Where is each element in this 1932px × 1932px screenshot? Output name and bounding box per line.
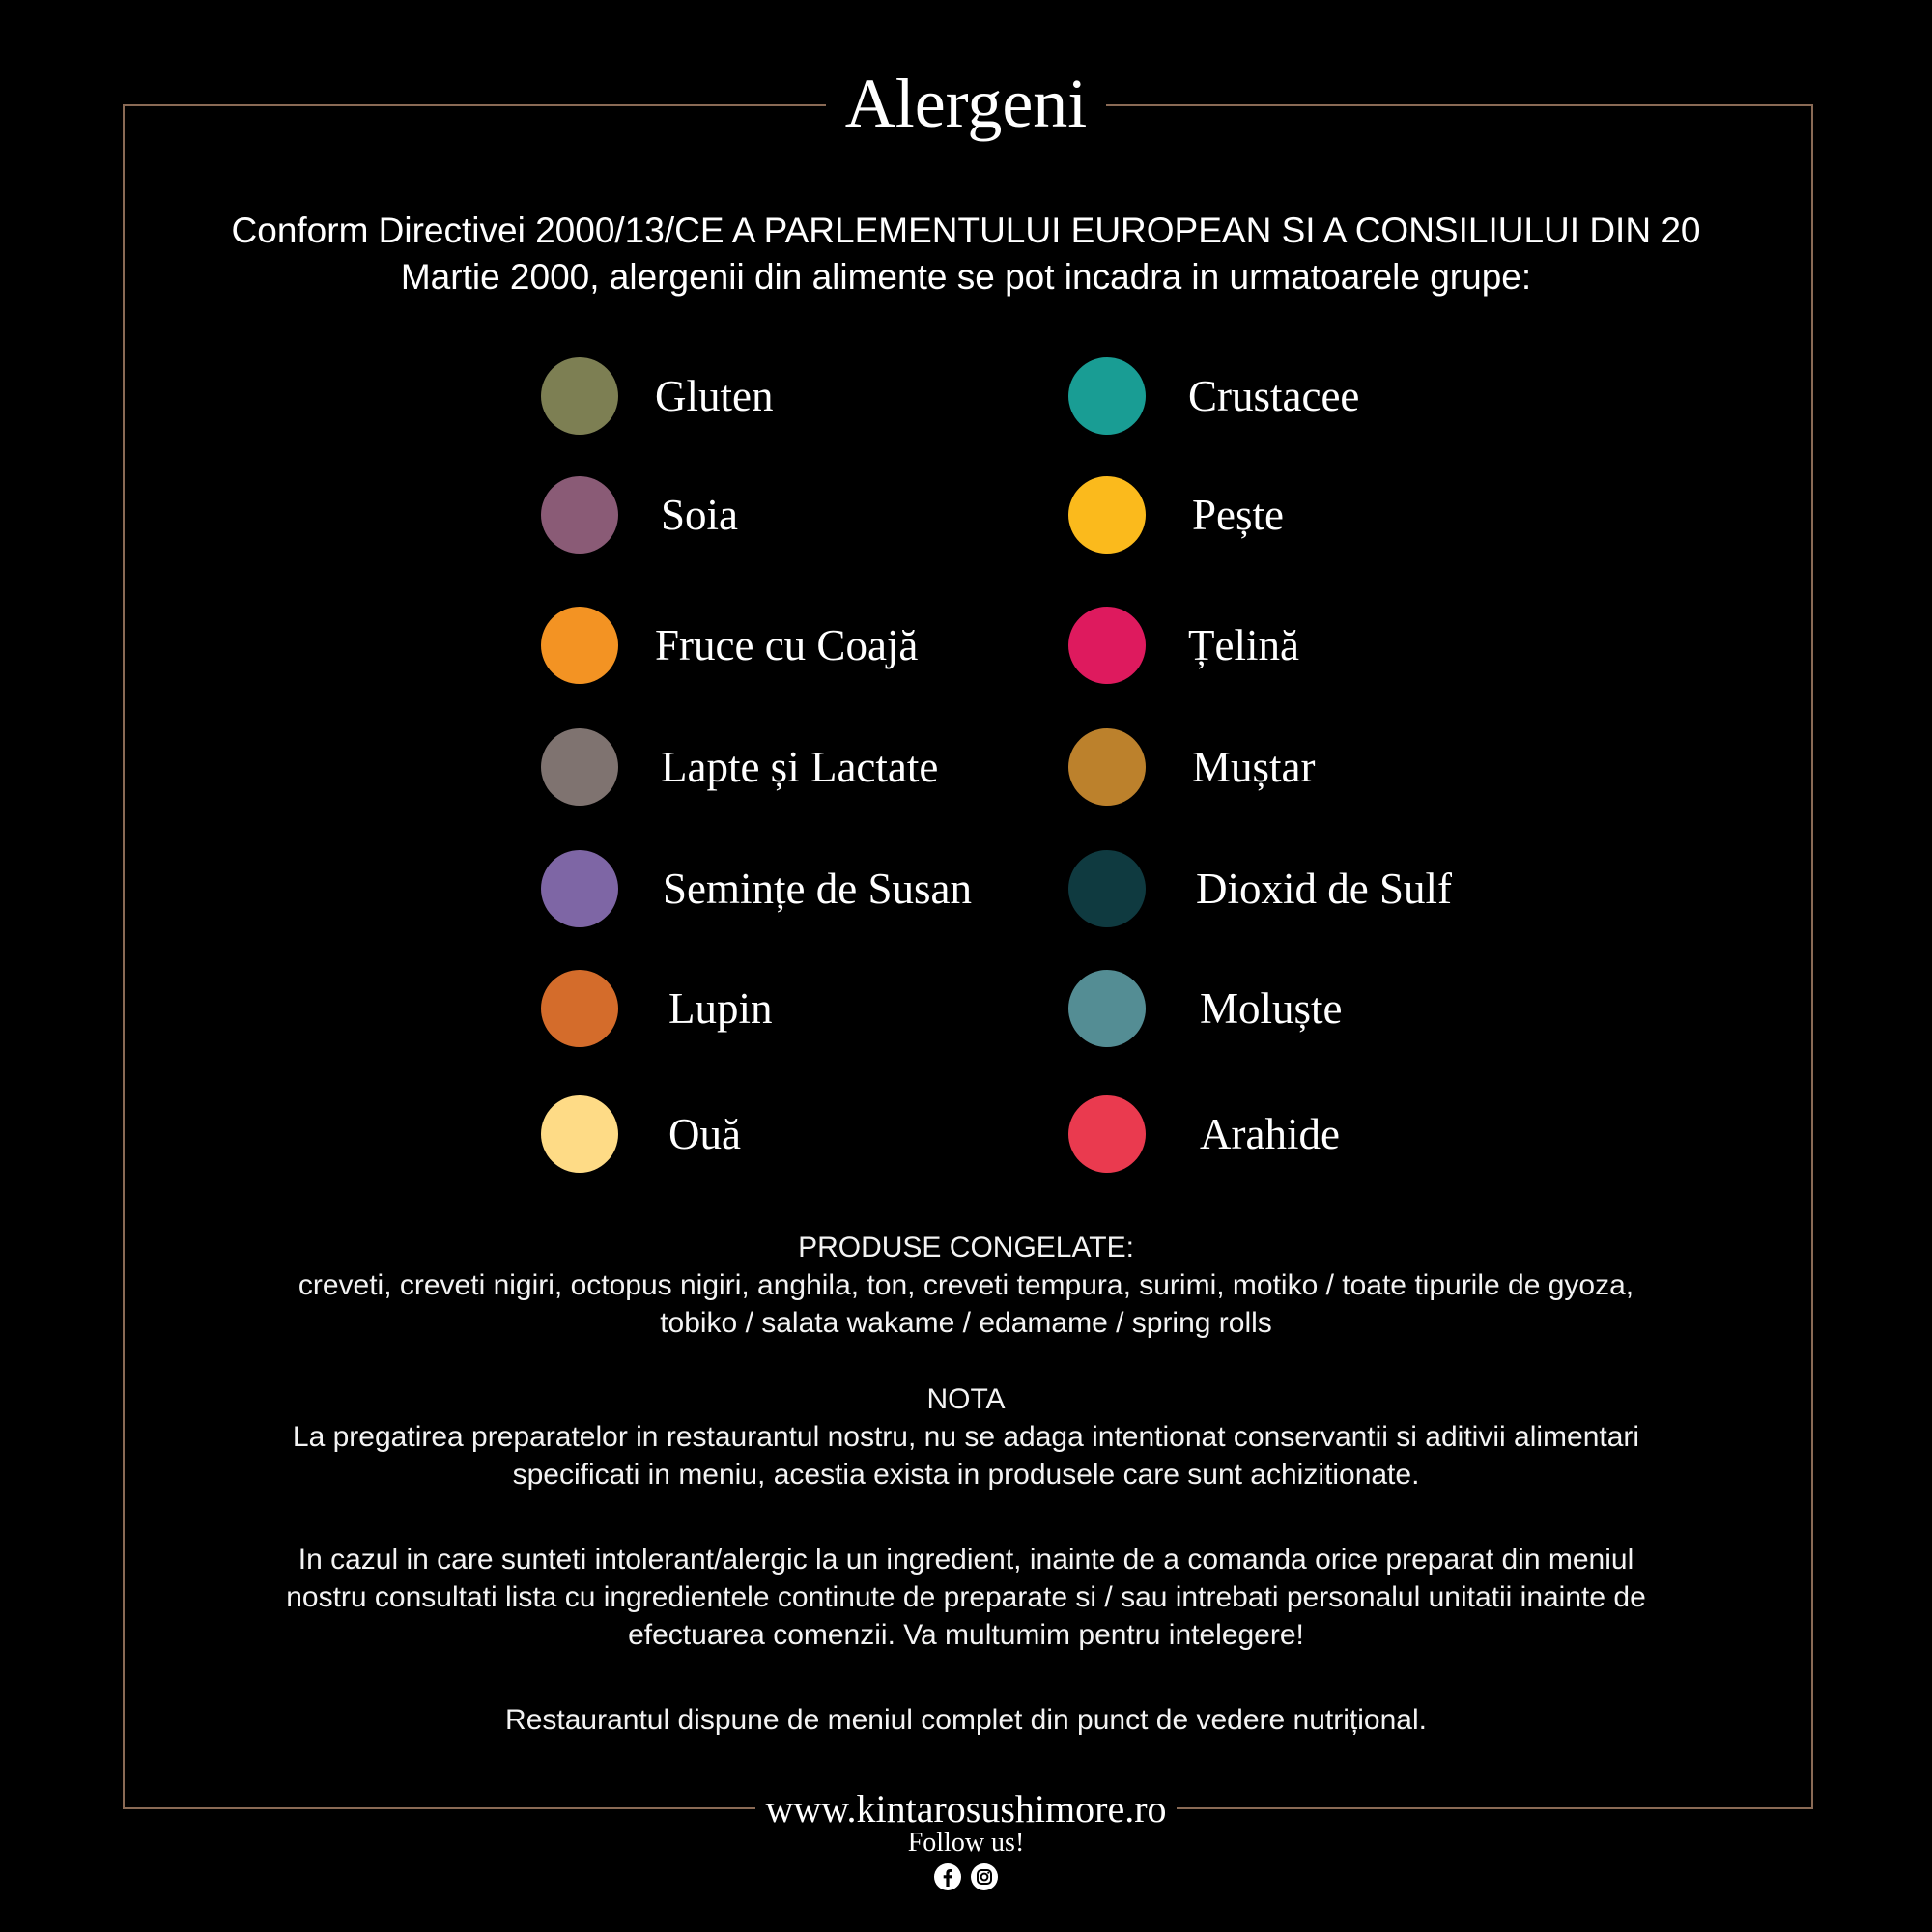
allergen-item [541, 607, 918, 684]
social-icons [0, 1862, 1932, 1891]
color-dot [1068, 1095, 1146, 1173]
allergen-label: Fruce cu Coajă [655, 621, 919, 669]
frozen-line-2: tobiko / salata wakame / edamame / spring rolls [660, 1307, 1272, 1339]
color-dot [541, 728, 618, 806]
frozen-heading: PRODUSE CONGELATE: [798, 1232, 1134, 1264]
allergen-label: Crustacee [1188, 372, 1360, 420]
note-line-2: specificati in meniu, acestia exista in produsele care sunt achizitionate. [512, 1459, 1420, 1491]
color-dot [541, 607, 618, 684]
allergen-item [1068, 728, 1316, 806]
color-dot [541, 357, 618, 435]
allergen-item [1068, 476, 1284, 554]
allergen-label: Țelină [1188, 621, 1299, 669]
color-dot [1068, 476, 1146, 554]
allergen-label: Lapte și Lactate [661, 743, 939, 791]
allergen-item [1068, 850, 1452, 927]
allergen-label: Moluște [1200, 984, 1343, 1033]
allergen-label: Muștar [1192, 743, 1316, 791]
intro-line-2: Martie 2000, alergenii din alimente se pot incadra in urmatoarele grupe: [400, 257, 1532, 297]
allergen-label: Ouă [668, 1110, 741, 1158]
allergen-label: Gluten [655, 372, 774, 420]
allergy-info-line-3: efectuarea comenzii. Va multumim pentru intelegere! [628, 1619, 1304, 1651]
instagram-icon[interactable] [970, 1862, 999, 1891]
page-title-wrap [0, 60, 1932, 147]
page-title: Alergeni [826, 60, 1107, 147]
allergen-label: Arahide [1200, 1110, 1340, 1158]
color-dot [541, 1095, 618, 1173]
note-section [155, 1380, 1777, 1493]
allergen-item [541, 1095, 741, 1173]
note-heading: NOTA [926, 1383, 1006, 1415]
allergen-grid [541, 357, 1565, 1198]
allergen-label: Dioxid de Sulf [1196, 865, 1452, 913]
intro-line-1: Conform Directivei 2000/13/CE A PARLEMENTULUI EUROPEAN SI A CONSILIULUI DIN 20 [231, 211, 1701, 250]
frozen-products-section [155, 1229, 1777, 1342]
allergen-item [541, 850, 972, 927]
allergen-item [541, 970, 773, 1047]
color-dot [1068, 850, 1146, 927]
allergen-item [541, 357, 773, 435]
allergy-info-section [155, 1541, 1777, 1654]
color-dot [1068, 970, 1146, 1047]
allergen-label: Semințe de Susan [663, 865, 972, 913]
follow-us-text: Follow us! [907, 1828, 1025, 1858]
frozen-line-1: creveti, creveti nigiri, octopus nigiri, anghila, ton, creveti tempura, surimi, motiko / toate tipurile de gyoza, [298, 1269, 1634, 1301]
intro-text [155, 208, 1777, 300]
color-dot [1068, 357, 1146, 435]
allergy-info-line-2: nostru consultati lista cu ingredientele continute de preparate si / sau intrebati personalul unitatii inainte de [286, 1581, 1646, 1613]
color-dot [1068, 607, 1146, 684]
allergen-item [1068, 357, 1359, 435]
allergen-item [541, 728, 938, 806]
allergen-label: Pește [1192, 491, 1284, 539]
allergen-label: Lupin [668, 984, 773, 1033]
nutrition-section [155, 1701, 1777, 1739]
allergen-item [541, 476, 738, 554]
color-dot [541, 850, 618, 927]
color-dot [541, 476, 618, 554]
allergen-item [1068, 607, 1299, 684]
color-dot [1068, 728, 1146, 806]
website-link[interactable]: www.kintarosushimore.ro [755, 1782, 1176, 1836]
nutrition-text: Restaurantul dispune de meniul complet din punct de vedere nutrițional. [505, 1704, 1427, 1736]
note-line-1: La pregatirea preparatelor in restaurantul nostru, nu se adaga intentionat conservantii si aditivii alimentari [292, 1421, 1640, 1453]
allergen-item [1068, 970, 1343, 1047]
color-dot [541, 970, 618, 1047]
facebook-icon[interactable] [933, 1862, 962, 1891]
allergy-info-line-1: In cazul in care sunteti intolerant/alergic la un ingredient, inainte de a comanda orice preparat din meniul [298, 1544, 1634, 1576]
allergen-item [1068, 1095, 1340, 1173]
allergen-label: Soia [661, 491, 739, 539]
